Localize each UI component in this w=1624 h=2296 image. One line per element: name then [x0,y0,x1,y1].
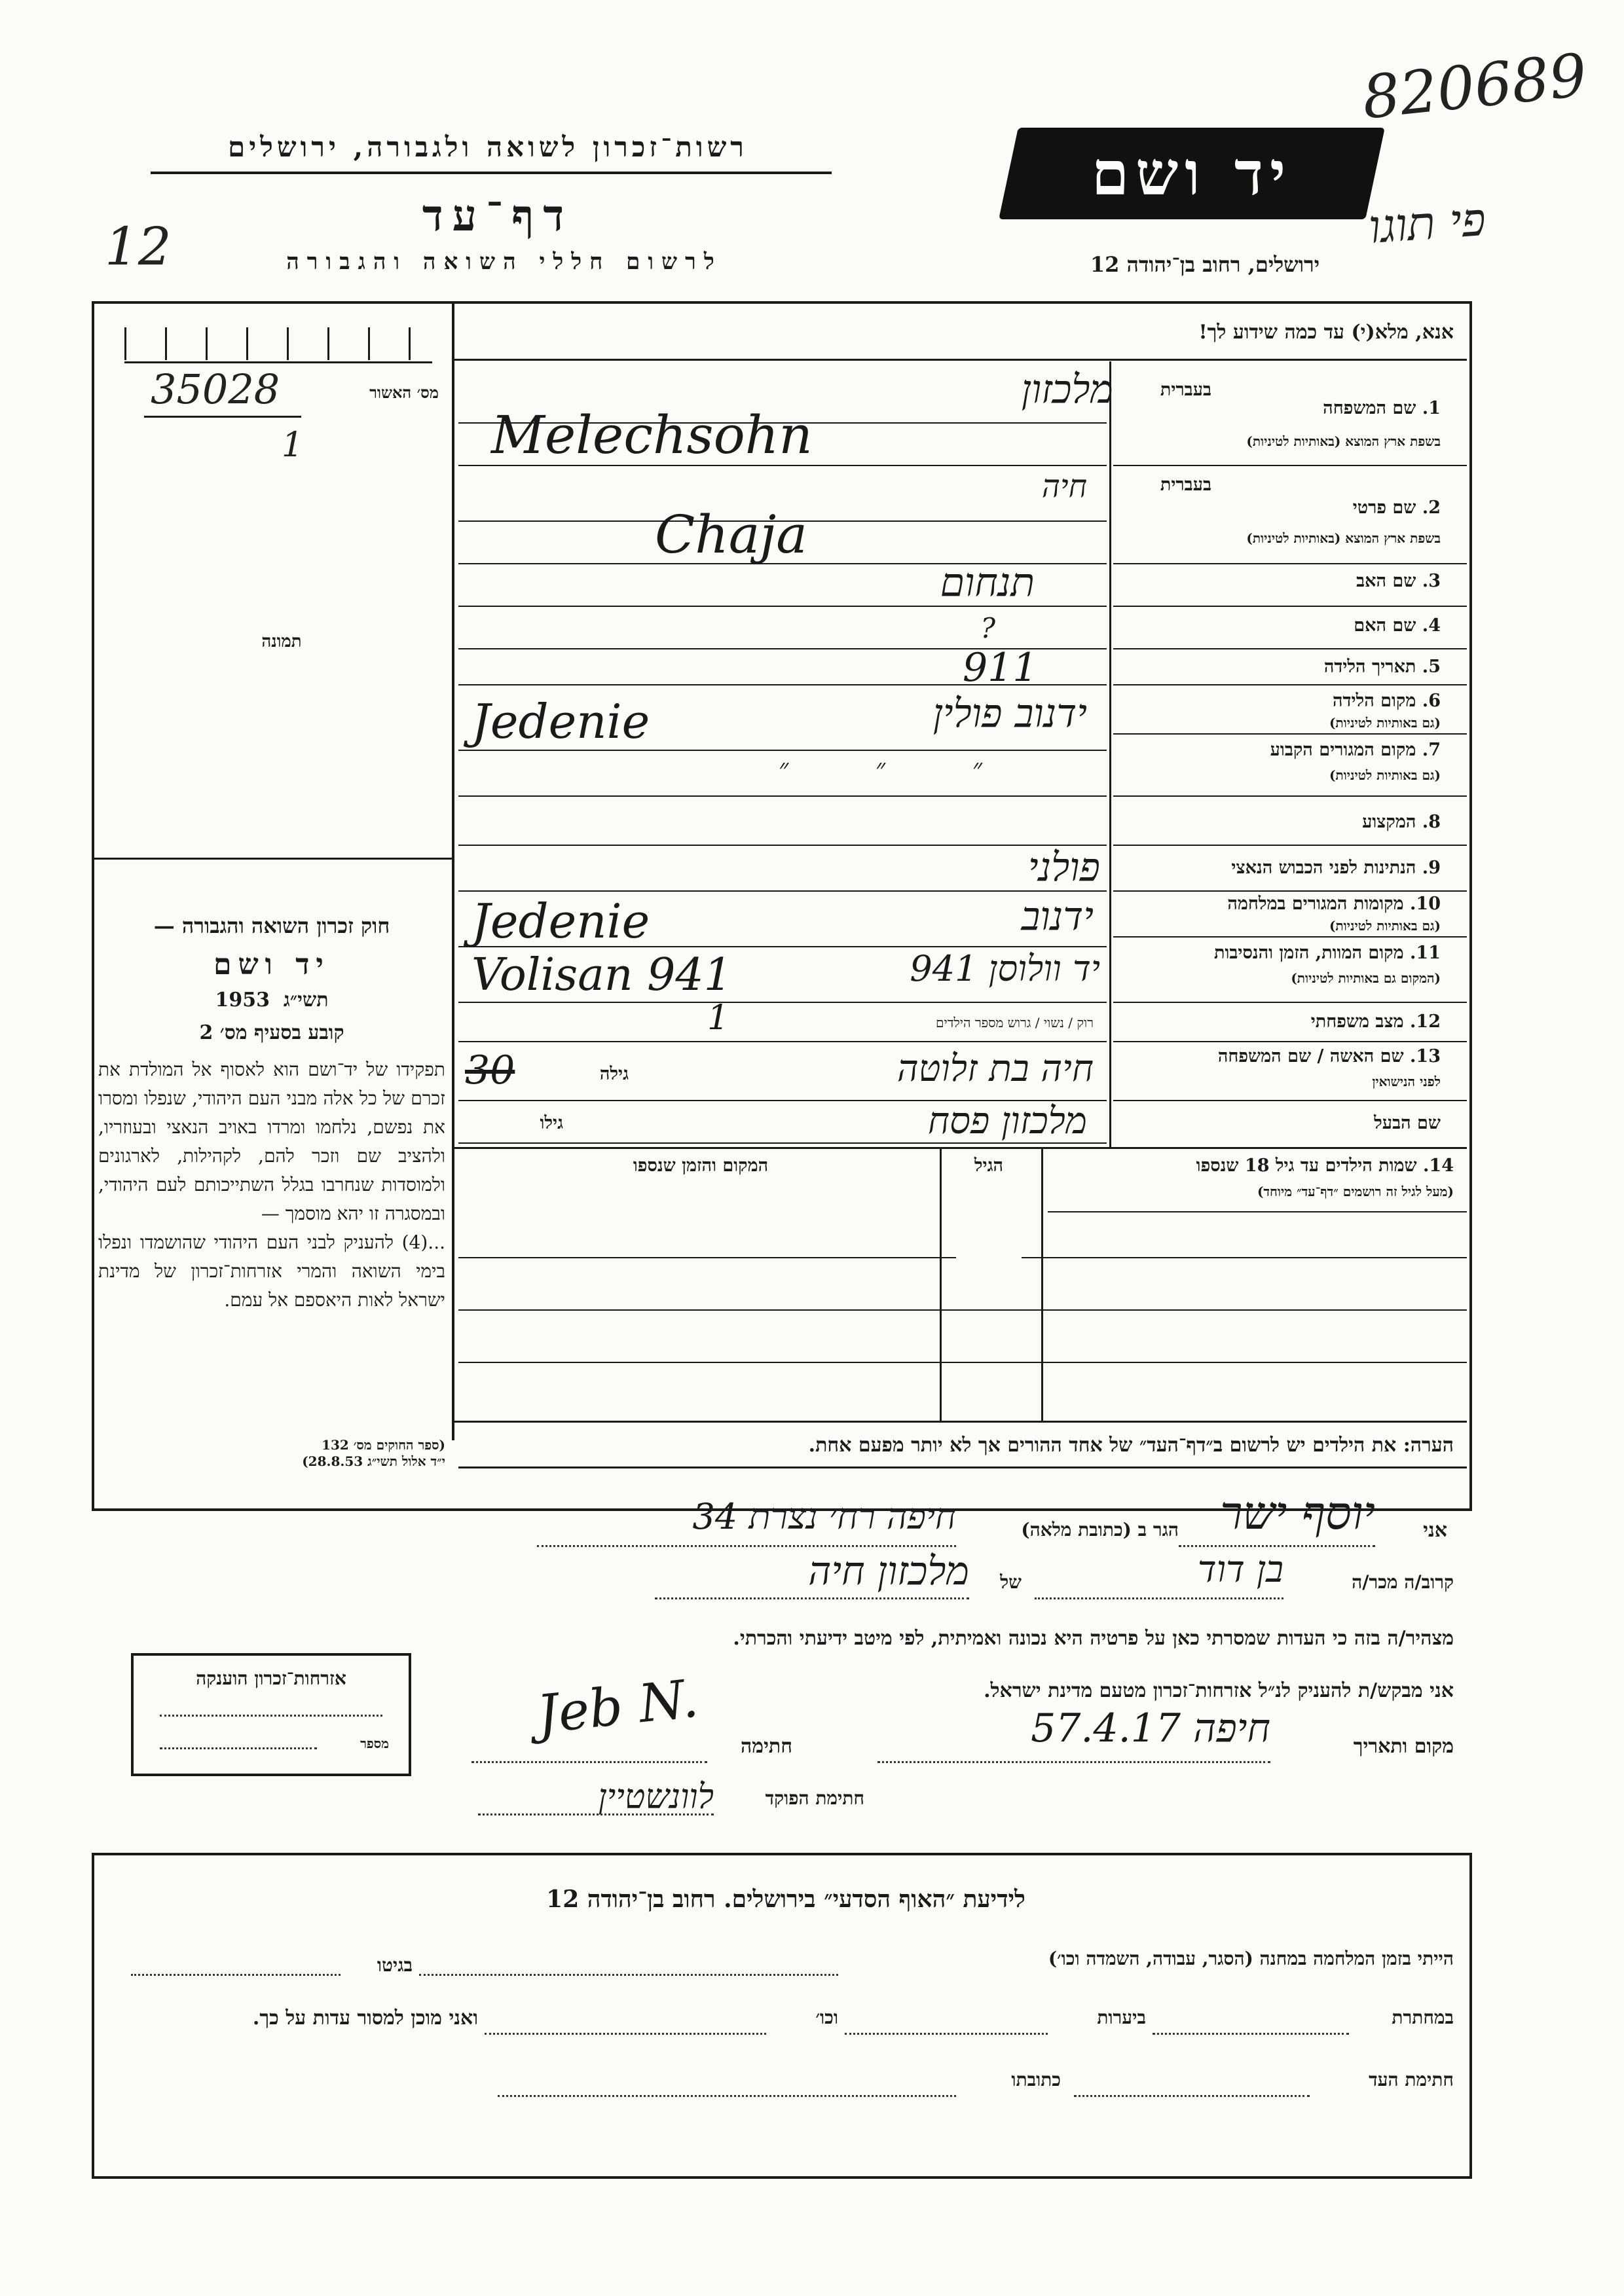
field-9-value[interactable]: פולני [1027,845,1100,890]
decl-officer-value[interactable]: לוונשטיין [598,1777,714,1817]
husband-value[interactable]: מלכזון פסח [927,1100,1087,1142]
field-11-value[interactable]: יד וולוסן 941 [910,948,1100,989]
field-1-label: 1. שם המשפחה [1323,398,1441,418]
decl-address-value[interactable]: חיפה רח׳ נצרת 34 [692,1496,956,1537]
intro-text: אנא, מלא(י) עד כמה שידוע לך! [1198,321,1454,344]
field-13-age[interactable]: 30 [465,1048,515,1093]
handwritten-page-number: 12 [105,216,172,277]
field-1-hebrew-value[interactable]: מלכזון [1021,367,1113,412]
yad-vashem-logo [999,128,1385,219]
children-col-place: המקום והזמן שנספו [633,1156,769,1176]
field-1-tag: בעברית [1160,380,1211,400]
decl-relative-label: קרוב/ה מכר/ה [1352,1571,1454,1593]
left-column-divider [452,301,454,1440]
decl-officer-label: חתימת הפוקד [765,1787,864,1809]
field-6-sub: (גם באותיות לטיניות) [1329,715,1441,731]
field-13-sub: לפני הנישואין [1372,1074,1441,1089]
logo-text: יד ושם [1091,138,1293,209]
field-2-label: 2. שם פרטי [1352,498,1441,518]
footer-line2-c: וכו׳ [815,2007,838,2028]
children-note: הערה: את הילדים יש לרשום ב״דף־העד״ של אחד ההורים אך לא יותר מפעם אחת. [808,1434,1454,1457]
law-name: יד ושם [213,948,330,981]
decl-statement-2: אני מבקש/ת להעניק לנ״ל אזרחות־זכרון מטעם מדינת ישראל. [984,1679,1454,1702]
form-title: דף־עד [422,190,574,241]
field-2-tag: בעברית [1160,475,1211,495]
form-subtitle: לרשום חללי השואה והגבורה [286,249,722,275]
field-7-value[interactable]: ״ ״ ״ [778,754,1022,784]
footer-line1-b: בגיטו [377,1954,413,1976]
footer-line1-a: הייתי בזמן המלחמה במחנה (הסגר, עבודה, השמדה וכו׳) [1048,1948,1454,1969]
field-8-label: 8. המקצוע [1362,812,1441,832]
field-2-sub: בשפת ארץ המוצא (באותיות לטיניות) [1246,530,1441,546]
field-2-latin-value[interactable]: Chaja [655,504,807,565]
field-6-latin-value[interactable]: Jedenie [471,694,650,749]
field-4-label: 4. שם האם [1354,615,1441,636]
decl-signature-value[interactable]: Jeb N. [534,1667,701,1745]
footer-line3-b: כתובתו [1011,2069,1061,2090]
decl-place-label: מקום ותאריך [1353,1735,1454,1758]
field-10-label: 10. מקומות המגורים במלחמה [1227,894,1441,914]
photo-label: תמונה [261,632,302,651]
decl-statement-1: מצהיר/ה בזה כי העדות שמסרתי כאן על פרטיה היא נכונה ואמיתית, לפי מיטב ידיעתי והכרתי. [733,1627,1454,1650]
field-2-hebrew-value[interactable]: חיה [1041,468,1087,505]
field-4-value[interactable]: ? [980,612,995,644]
registration-ticks [124,327,432,360]
children-table-sub: (מעל לגיל זה רושמים ״דף־עד״ מיוחד) [1257,1184,1454,1199]
field-11-sub: (המקום גם באותיות לטיניות) [1291,970,1441,986]
decl-place-value[interactable]: חיפה 57.4.17 [1031,1705,1270,1751]
field-13-age-label: גילה [599,1064,629,1084]
registration-sub: 1 [282,426,304,465]
field-6-label: 6. מקום הלידה [1333,691,1441,711]
field-13-label: 13. שם האשה / שם המשפחה [1217,1046,1441,1066]
law-title: חוק זכרון השואה והגבורה — [153,913,390,938]
field-11-latin-value[interactable]: Volisan 941 [471,949,732,1001]
decl-of-value[interactable]: מלכזון חיה [808,1548,969,1594]
footer-line2-b: ביערות [1097,2007,1146,2028]
field-11-label: 11. מקום המוות, הזמן והנסיבות [1213,943,1441,963]
law-year: 1953 תשי״ג [215,989,329,1011]
field-3-value[interactable]: תנחום [940,560,1035,606]
citizenship-title: אזרחות־זכרון הוענקה [196,1667,346,1689]
children-col-age: הגיל [974,1156,1004,1176]
field-5-label: 5. תאריך הלידה [1323,657,1441,677]
stamp-number: 820689 [1359,41,1591,133]
address: ירושלים, רחוב בן־יהודה 12 [1090,252,1320,277]
field-10-sub: (גם באותיות לטיניות) [1329,918,1441,934]
law-clause: קובע בסעיף מס׳ 2 [199,1021,344,1044]
field-13-value[interactable]: חיה בת זלוטה [896,1048,1094,1090]
husband-age-label: גילו [540,1113,563,1133]
decl-ani-value[interactable]: יוסף ישר [1220,1486,1375,1540]
decl-address-label: הגר ב (כתובת מלאה) [1021,1519,1179,1540]
citizenship-num-label: מספר [360,1736,389,1751]
field-12-children-count[interactable]: 1 [707,998,729,1038]
footer-line3-a: חתימת העד [1369,2069,1454,2090]
field-1-sub: בשפת ארץ המוצא (באותיות לטיניות) [1246,433,1441,449]
citizenship-box [131,1653,411,1776]
field-1-latin-value[interactable]: Melechsohn [491,405,813,465]
field-6-value[interactable]: ידנוב פולין [932,691,1087,737]
registration-number: 35028 [151,365,280,413]
decl-of-label: של [1000,1571,1022,1593]
field-5-value[interactable]: 911 [963,645,1038,691]
law-source: (ספר החוקים מס׳ 132 י״ד אלול תשי״ג 28.8.53) [302,1437,445,1469]
footer-line2-a: במחתרת [1392,2007,1454,2028]
husband-label: שם הבעל [1374,1113,1441,1133]
footer-title: לידיעת ״האוף הסדעי״ בירושלים. רחוב בן־יהודה 12 [546,1886,1025,1913]
registration-label: מס׳ האשור [369,383,439,402]
field-12-options: רוק / נשוי / גרוש מספר הילדים [936,1015,1094,1030]
field-3-label: 3. שם האב [1356,571,1441,591]
field-9-label: 9. הנתינות לפני הכבוש הנאצי [1231,858,1441,878]
decl-signature-label: חתימה [741,1735,792,1758]
org-underline [151,172,832,174]
org-line: רשות־זכרון לשואה ולגבורה, ירושלים [228,131,748,163]
children-table-label: 14. שמות הילדים עד גיל 18 שנספו [1196,1156,1454,1176]
field-7-sub: (גם באותיות לטיניות) [1329,767,1441,783]
handwritten-right: פי תוגו [1367,192,1488,255]
law-text: תפקידו של יד־ושם הוא לאסוף אל המולדת את זכרם של כל אלה מבני העם היהודי, שנפלו ומסרו את נפשם, נלחמו ומרדו באויב הנאצי ובעוזריו, ולהציב שם וזכר להם, לקהילות, לארגונים ולמוסדות שנחרבו בגלל השתייכותם לעם היהודי, ובמסגרה זו יהא מוסמך — ...(4) להעניק לבני העם היהודי שהושמדו ונפלו בימי השואה והמרי אזרחות־זכרון של מדינת ישראל לאות היאספם אל עמם. [98,1059,445,1311]
field-10-value[interactable]: ידנוב [1021,894,1094,939]
decl-ani-label: אני [1423,1519,1447,1542]
field-10-latin-value[interactable]: Jedenie [471,894,650,949]
field-12-label: 12. מצב משפחתי [1310,1011,1441,1032]
field-7-label: 7. מקום המגורים הקבוע [1270,740,1441,760]
footer-line2-d: ואני מוכן למסור עדות על כך. [252,2007,478,2030]
decl-relative-value[interactable]: בן דוד [1197,1548,1283,1591]
